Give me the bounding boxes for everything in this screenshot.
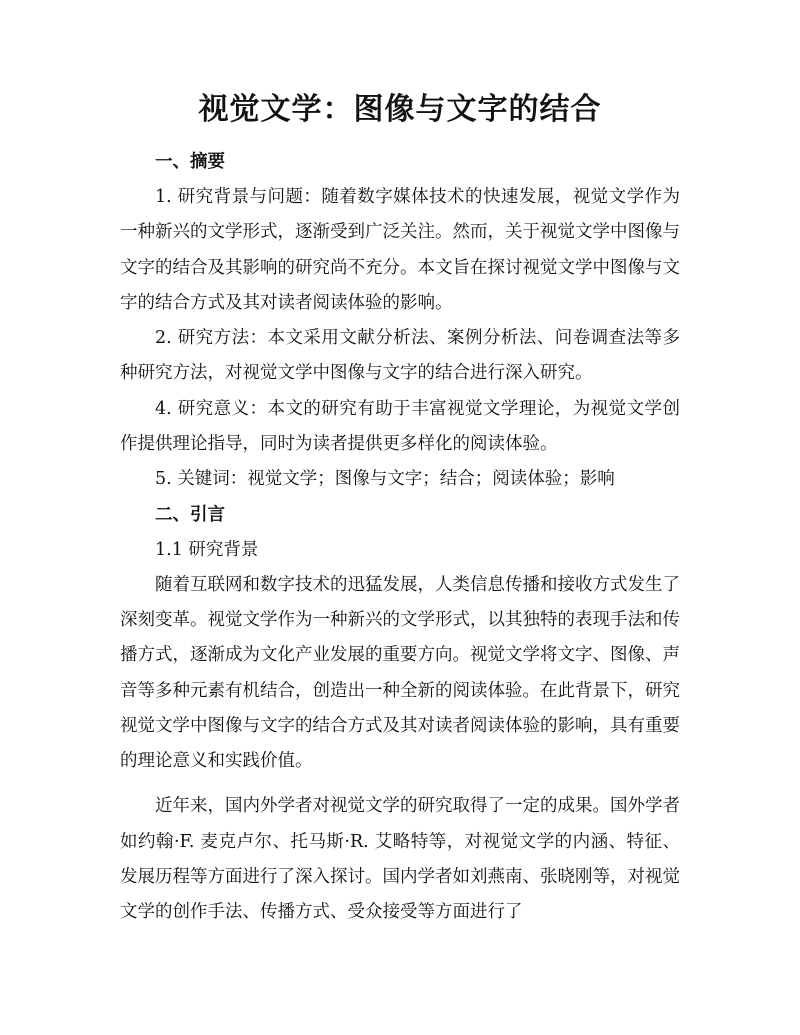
- section-heading-abstract: 一、摘要: [155, 152, 225, 172]
- abstract-paragraph-methods: 2. 研究方法：本文采用文献分析法、案例分析法、问卷调查法等多种研究方法，对视觉文学中图像与文字的结合进行深入研究。: [120, 328, 680, 384]
- document-title: 视觉文学：图像与文字的结合: [198, 92, 602, 127]
- subsection-heading-background: 1.1 研究背景: [155, 539, 259, 560]
- section-heading-introduction: 二、引言: [155, 504, 225, 525]
- abstract-paragraph-significance: 4. 研究意义：本文的研究有助于丰富视觉文学理论，为视觉文学创作提供理论指导，同时为读者提供更多样化的阅读体验。: [120, 398, 680, 455]
- abstract-paragraph-background: 1. 研究背景与问题：随着数字媒体技术的快速发展，视觉文学作为一种新兴的文学形式，逐渐受到广泛关注。然而，关于视觉文学中图像与文字的结合及其影响的研究尚不充分。本文旨在探讨视觉文学中图像与文字的结合方式及其对读者阅读体验的影响。: [120, 187, 680, 313]
- introduction-paragraph-1: 随着互联网和数字技术的迅猛发展，人类信息传播和接收方式发生了深刻变革。视觉文学作为一种新兴的文学形式，以其独特的表现手法和传播方式，逐渐成为文化产业发展的重要方向。视觉文学将文字、图像、声音等多种元素有机结合，创造出一种全新的阅读体验。在此背景下，研究视觉文学中图像与文字的结合方式及其对读者阅读体验的影响，具有重要的理论意义和实践价值。: [120, 574, 680, 772]
- document-body: [120, 86, 680, 931]
- abstract-paragraph-keywords: 5. 关键词：视觉文学；图像与文字；结合；阅读体验；影响: [155, 469, 615, 490]
- introduction-paragraph-2: 近年来，国内外学者对视觉文学的研究取得了一定的成果。国外学者如约翰·F. 麦克卢尔、托马斯·R. 艾略特等，对视觉文学的内涵、特征、发展历程等方面进行了深入探讨。国内学者如刘燕南、张晓刚等，对视觉文学的创作手法、传播方式、受众接受等方面进行了: [120, 796, 680, 923]
